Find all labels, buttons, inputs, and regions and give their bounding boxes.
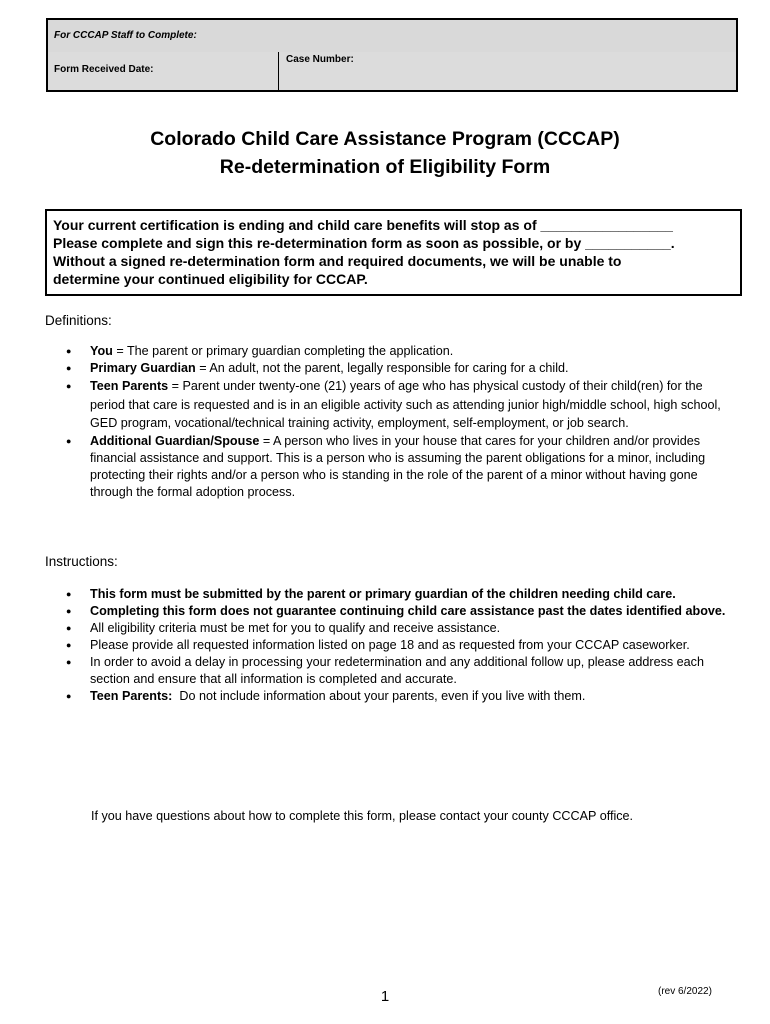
instruction-item [64, 637, 734, 654]
instruction-item [64, 620, 734, 637]
instruction-text: Do not include information about your parents, even if you live with them. [172, 689, 586, 703]
notice-line: determine your continued eligibility for CCCAP. [53, 271, 368, 287]
instructions-heading-text: Instructions [45, 554, 115, 569]
staff-box-header [48, 20, 736, 53]
instruction-text: In order to avoid a delay in processing your redetermination and any additional follow up, please address each section and ensure that all information is completed and accurate. [90, 655, 704, 686]
form-title-line2: Re-determination of Eligibility Form [219, 156, 551, 178]
page-number: 1 [380, 988, 390, 1005]
definition-item [64, 377, 734, 433]
definition-term: You [90, 344, 113, 358]
instruction-item [64, 654, 734, 688]
instructions-heading [45, 554, 118, 569]
instructions-list [64, 586, 734, 705]
instruction-item [64, 586, 734, 603]
notice-line: Your current certification is ending and child care benefits will stop as of _________________ [53, 217, 673, 233]
staff-box-divider [278, 52, 279, 90]
instruction-text: Please provide all requested information listed on page 18 and as requested from your CCCAP caseworker. [90, 638, 690, 652]
instruction-bold: Teen Parents: [90, 689, 173, 703]
staff-box-title: For CCCAP Staff to Complete: [54, 30, 197, 41]
certification-notice [45, 209, 742, 296]
instruction-text: All eligibility criteria must be met for you to qualify and receive assistance. [90, 621, 501, 635]
instruction-bold: This form must be submitted by the parent or primary guardian of the children needing child care. [90, 587, 676, 601]
instruction-item [64, 688, 734, 705]
notice-line: Without a signed re-determination form and required documents, we will be unable to [53, 253, 622, 269]
instruction-bold: Completing this form does not guarantee continuing child care assistance past the dates identified above. [90, 604, 726, 618]
form-received-date-label: Form Received Date: [54, 64, 154, 75]
notice-line: Please complete and sign this re-determination form as soon as possible, or by ___________. [53, 235, 675, 251]
instructions-heading-colon: : [114, 554, 118, 569]
definition-text: = An adult, not the parent, legally responsible for caring for a child. [195, 361, 569, 375]
instruction-item [64, 603, 734, 620]
definition-term: Additional Guardian/Spouse [90, 433, 260, 448]
definition-term: Primary Guardian [90, 361, 196, 375]
definition-text: = Parent under twenty-one (21) years of age who has physical custody of their child(ren) for the period that care is requested and is in an eligible activity such as attending junior high/middle school, high school, GED program, vocational/technical training activity, employment, self-employment, or job search. [90, 379, 721, 430]
case-number-label: Case Number: [286, 54, 354, 65]
definition-item [64, 343, 734, 360]
definition-text: = The parent or primary guardian completing the application. [112, 344, 454, 358]
definitions-heading: Definitions: [45, 313, 112, 328]
definition-item [64, 433, 734, 501]
form-title-line1: Colorado Child Care Assistance Program (CCCAP) [150, 128, 620, 150]
contact-note: If you have questions about how to complete this form, please contact your county CCCAP office. [91, 809, 634, 823]
staff-box-fields [48, 52, 736, 90]
revision-date: (rev 6/2022) [658, 986, 712, 997]
definitions-list [64, 343, 734, 501]
definition-item [64, 360, 734, 377]
staff-box [46, 18, 738, 92]
definition-text: = A person who lives in your house that cares for your children and/or provides financial assistance and support. This is a person who is assuming the parent obligations for a minor, including protecting their rights and/or a person who is standing in the role of the parent of a minor without having gone through the formal adoption process. [90, 433, 706, 499]
definition-term: Teen Parents [90, 379, 169, 393]
